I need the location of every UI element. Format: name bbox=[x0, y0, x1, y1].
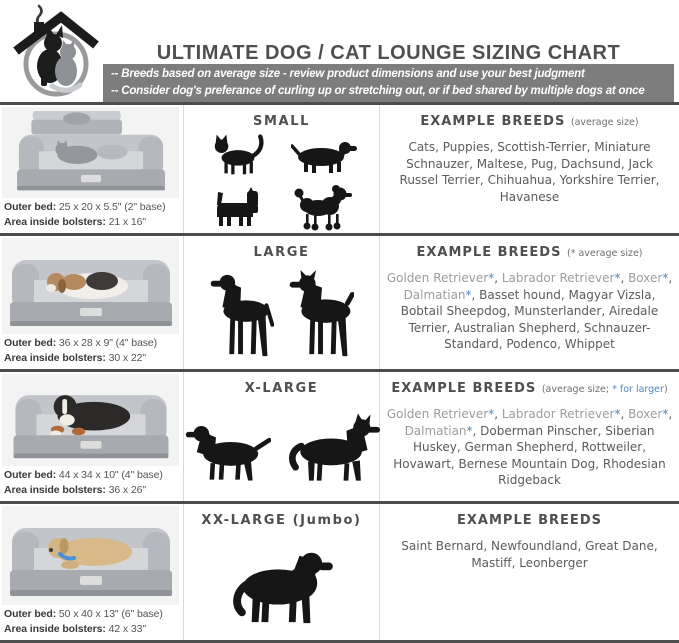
outer-bed-value: 50 x 40 x 13" (6" base) bbox=[58, 608, 163, 620]
size-label-x-large: X-LARGE bbox=[244, 381, 319, 396]
large-breeds-cell bbox=[380, 236, 679, 369]
large-silhouettes bbox=[184, 260, 379, 369]
outer-bed-label: Outer bed: bbox=[4, 201, 57, 213]
inside-bolsters-value: 36 x 26" bbox=[108, 484, 146, 496]
breeds-list: Golden Retriever*, Labrador Retriever*, Boxer*, Dalmatian*, Basset hound, Magyar Vizsla, Bobtail Sheepdog, Munsterlander, Airedale Terrier, Australian Shepherd, Schnauzer-Standard, Podenco, Whippet bbox=[386, 271, 673, 351]
newfoundland-silhouette-icon bbox=[229, 540, 335, 628]
small-silhouettes-cell bbox=[183, 105, 380, 233]
inside-bolsters-label: Area inside bolsters: bbox=[4, 623, 106, 635]
breeds-list: Cats, Puppies, Scottish-Terrier, Miniature Schnauzer, Maltese, Pug, Dachsund, Jack Russel Terrier, Chihuahua, Yorkshire Terrier, Havanese bbox=[399, 140, 660, 204]
header-notes-banner bbox=[103, 64, 674, 102]
breeds-list: Saint Bernard, Newfoundland, Great Dane, Mastiff, Leonberger bbox=[401, 539, 658, 570]
dog-cat-house-logo-icon bbox=[8, 2, 102, 102]
header-note-line-2: -- Consider dog's preferance of curling up or stretching out, or if bed shared by multiple dogs at once bbox=[111, 85, 645, 97]
doberman-silhouette-icon bbox=[288, 270, 354, 360]
breeds-note: (average size; * for larger) bbox=[541, 384, 668, 395]
outer-bed-value: 36 x 28 x 9" (4" base) bbox=[58, 337, 157, 349]
pointer-silhouette-icon bbox=[210, 270, 274, 360]
x-large-breeds-cell bbox=[380, 372, 679, 501]
outer-bed-label: Outer bed: bbox=[4, 469, 57, 481]
outer-bed-label: Outer bed: bbox=[4, 337, 57, 349]
small-silhouettes bbox=[184, 129, 379, 233]
cat-silhouette-icon bbox=[207, 132, 269, 176]
scottish-terrier-silhouette-icon bbox=[209, 187, 267, 227]
size-rows bbox=[0, 105, 679, 643]
inside-bolsters-value: 42 x 33" bbox=[108, 623, 146, 635]
inside-bolsters-label: Area inside bolsters: bbox=[4, 216, 106, 228]
size-label-xx-large: XX-LARGE (Jumbo) bbox=[201, 513, 362, 528]
small-bed-photo bbox=[2, 107, 179, 198]
breeds-list: Golden Retriever*, Labrador Retriever*, Boxer*, Dalmatian*, Doberman Pinscher, Siberian Huskey, German Shepherd, Rottweiler, Hovawart, Bernese Mountain Dog, Rhodesian Ridgeback bbox=[386, 407, 673, 487]
breeds-note: (average size) bbox=[570, 117, 639, 128]
large-bed-dimensions bbox=[2, 334, 179, 367]
large-bed-photo bbox=[2, 238, 179, 334]
dachshund-silhouette-icon bbox=[291, 135, 357, 173]
inside-bolsters-label: Area inside bolsters: bbox=[4, 352, 106, 364]
size-row-large bbox=[0, 236, 679, 372]
xx-large-bed-photo bbox=[2, 506, 179, 605]
xx-large-silhouettes bbox=[184, 528, 379, 640]
size-row-small bbox=[0, 105, 679, 236]
xx-large-bed-dimensions bbox=[2, 605, 179, 638]
example-breeds-header: EXAMPLE BREEDS (average size; * for larger) bbox=[391, 381, 668, 396]
xx-large-silhouettes-cell bbox=[183, 504, 380, 640]
large-silhouettes-cell bbox=[183, 236, 380, 369]
husky-silhouette-icon bbox=[285, 413, 381, 485]
outer-bed-value: 44 x 34 x 10" (4" base) bbox=[58, 469, 163, 481]
small-breeds-cell bbox=[380, 105, 679, 233]
inside-bolsters-value: 30 x 22" bbox=[108, 352, 146, 364]
large-bed-cell bbox=[0, 236, 183, 369]
retriever-silhouette-icon bbox=[183, 421, 271, 485]
x-large-bed-cell bbox=[0, 372, 183, 501]
size-label-small: SMALL bbox=[253, 114, 310, 129]
outer-bed-label: Outer bed: bbox=[4, 608, 57, 620]
xx-large-bed-cell bbox=[0, 504, 183, 640]
small-bed-dimensions bbox=[2, 198, 179, 231]
example-breeds-header: EXAMPLE BREEDS (average size) bbox=[420, 114, 639, 129]
x-large-bed-photo bbox=[2, 374, 179, 466]
breeds-note: (* average size) bbox=[566, 248, 643, 259]
outer-bed-value: 25 x 20 x 5.5" (2" base) bbox=[58, 201, 166, 213]
poodle-silhouette-icon bbox=[294, 184, 354, 231]
x-large-silhouettes bbox=[184, 396, 379, 501]
size-label-large: LARGE bbox=[253, 245, 310, 260]
example-breeds-header: EXAMPLE BREEDS (* average size) bbox=[416, 245, 643, 260]
header-note-line-1: -- Breeds based on average size - review product dimensions and use your best judgment bbox=[111, 68, 585, 80]
page-title: ULTIMATE DOG / CAT LOUNGE SIZING CHART bbox=[156, 42, 621, 64]
example-breeds-header: EXAMPLE BREEDS bbox=[457, 513, 602, 528]
small-bed-cell bbox=[0, 105, 183, 233]
inside-bolsters-label: Area inside bolsters: bbox=[4, 484, 106, 496]
xx-large-breeds-cell bbox=[380, 504, 679, 640]
inside-bolsters-value: 21 x 16" bbox=[108, 216, 146, 228]
x-large-silhouettes-cell bbox=[183, 372, 380, 501]
x-large-bed-dimensions bbox=[2, 466, 179, 499]
size-row-x-large bbox=[0, 372, 679, 504]
size-row-xx-large bbox=[0, 504, 679, 643]
